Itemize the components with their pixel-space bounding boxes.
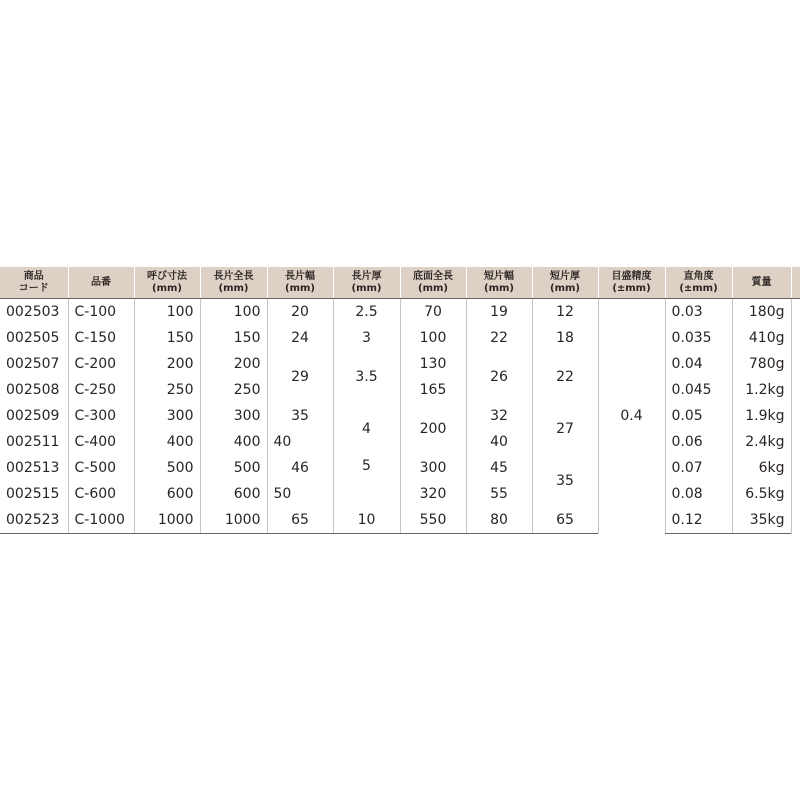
model-cell: C-250	[68, 377, 134, 403]
short-thickness-cell: 22	[532, 351, 598, 403]
long-length-cell: 400	[200, 429, 267, 455]
short-width-cell: 55	[466, 481, 532, 507]
model-cell: C-100	[68, 299, 134, 326]
product-code-cell: 002523	[0, 507, 68, 534]
model-cell: C-200	[68, 351, 134, 377]
spec-table-container	[0, 267, 800, 534]
long-thickness-cell: 2.5	[333, 299, 400, 326]
base-length-cell: 70	[400, 299, 466, 326]
base-length-cell: 130	[400, 351, 466, 377]
table-row	[0, 299, 800, 326]
mass-cell: 780g	[732, 351, 791, 377]
header-model: 品番	[68, 267, 134, 299]
squareness-cell: 0.12	[665, 507, 732, 534]
header-long-width: 長片幅 (mm)	[267, 267, 333, 299]
scale-accuracy-cell: 0.4	[598, 299, 665, 534]
short-thickness-cell: 12	[532, 299, 598, 326]
short-thickness-cell: 65	[532, 507, 598, 534]
long-width-cell: 50	[267, 481, 333, 507]
long-width-cell: 24	[267, 325, 333, 351]
long-width-cell: 46	[267, 455, 333, 481]
table-row	[0, 351, 800, 377]
short-width-cell: 40	[466, 429, 532, 455]
squareness-cell: 0.035	[665, 325, 732, 351]
table-row	[0, 325, 800, 351]
header-blank	[791, 267, 800, 299]
long-thickness-cell: 5	[333, 455, 400, 507]
model-cell: C-600	[68, 481, 134, 507]
trailing-blank-cell	[791, 299, 800, 534]
nominal-size-cell: 600	[134, 481, 200, 507]
long-width-cell: 35	[267, 403, 333, 429]
header-product-code: 商品 コード	[0, 267, 68, 299]
nominal-size-cell: 100	[134, 299, 200, 326]
header-short-width: 短片幅 (mm)	[466, 267, 532, 299]
squareness-cell: 0.045	[665, 377, 732, 403]
table-row	[0, 377, 800, 403]
spec-table	[0, 267, 800, 534]
nominal-size-cell: 300	[134, 403, 200, 429]
mass-cell: 6.5kg	[732, 481, 791, 507]
product-code-cell: 002508	[6, 382, 60, 398]
header-long-length: 長片全長 (mm)	[200, 267, 267, 299]
header-scale-accuracy: 目盛精度 (±mm)	[598, 267, 665, 299]
mass-cell: 6kg	[732, 455, 791, 481]
product-code-cell: 002513	[6, 460, 60, 476]
short-width-cell: 32	[466, 403, 532, 429]
model-cell: C-150	[68, 325, 134, 351]
nominal-size-cell: 200	[134, 351, 200, 377]
long-thickness-cell: 10	[333, 507, 400, 534]
base-length-cell: 550	[400, 507, 466, 534]
short-width-cell: 26	[466, 351, 532, 403]
base-length-cell: 320	[400, 481, 466, 507]
model-cell: C-1000	[68, 507, 134, 534]
table-row	[0, 507, 800, 534]
product-code-cell: 002509	[6, 408, 60, 424]
long-thickness-cell: 4	[333, 403, 400, 455]
product-code-cell: 002511	[6, 434, 60, 450]
short-width-cell: 45	[466, 455, 532, 481]
product-code-cell: 002515	[6, 486, 60, 502]
long-length-cell: 150	[200, 325, 267, 351]
product-code-cell: 002503	[6, 304, 60, 320]
nominal-size-cell: 500	[134, 455, 200, 481]
model-cell: C-300	[68, 403, 134, 429]
long-width-cell: 65	[267, 507, 333, 534]
nominal-size-cell: 400	[134, 429, 200, 455]
short-thickness-cell: 27	[532, 403, 598, 455]
short-width-cell: 19	[466, 299, 532, 326]
long-length-cell: 100	[200, 299, 267, 326]
table-row	[0, 403, 800, 429]
short-width-cell: 80	[466, 507, 532, 534]
nominal-size-cell: 1000	[134, 507, 200, 534]
nominal-size-cell: 150	[134, 325, 200, 351]
mass-cell: 2.4kg	[732, 429, 791, 455]
long-length-cell: 500	[200, 455, 267, 481]
model-cell: C-400	[68, 429, 134, 455]
mass-cell: 35kg	[732, 507, 791, 534]
long-length-cell: 200	[200, 351, 267, 377]
header-base-length: 底面全長 (mm)	[400, 267, 466, 299]
mass-cell: 1.2kg	[732, 377, 791, 403]
header-short-thickness: 短片厚 (mm)	[532, 267, 598, 299]
short-thickness-cell: 35	[532, 455, 598, 507]
product-code-cell: 002505	[6, 330, 60, 346]
squareness-cell: 0.06	[665, 429, 732, 455]
mass-cell: 180g	[732, 299, 791, 326]
long-width-cell: 29	[267, 351, 333, 403]
long-length-cell: 1000	[200, 507, 267, 534]
table-row	[0, 455, 800, 481]
base-length-cell: 100	[400, 325, 466, 351]
short-thickness-cell: 18	[532, 325, 598, 351]
mass-cell: 1.9kg	[732, 403, 791, 429]
product-code-cell: 002507	[6, 356, 60, 372]
header-nominal-size: 呼び寸法 (mm)	[134, 267, 200, 299]
header-long-thickness: 長片厚 (mm)	[333, 267, 400, 299]
squareness-cell: 0.05	[665, 403, 732, 429]
squareness-cell: 0.08	[665, 481, 732, 507]
table-row	[0, 481, 800, 507]
header-mass: 質量	[732, 267, 791, 299]
short-width-cell: 22	[466, 325, 532, 351]
long-thickness-cell: 3.5	[333, 351, 400, 403]
base-length-cell: 165	[400, 377, 466, 403]
long-length-cell: 600	[200, 481, 267, 507]
model-cell: C-500	[68, 455, 134, 481]
header-row	[0, 267, 800, 299]
base-length-cell: 300	[400, 455, 466, 481]
base-length-cell: 200	[400, 403, 466, 455]
long-length-cell: 300	[200, 403, 267, 429]
squareness-cell: 0.03	[665, 299, 732, 326]
long-width-cell: 20	[267, 299, 333, 326]
mass-cell: 410g	[732, 325, 791, 351]
squareness-cell: 0.04	[665, 351, 732, 377]
long-width-cell: 40	[267, 429, 333, 455]
long-thickness-cell: 3	[333, 325, 400, 351]
squareness-cell: 0.07	[665, 455, 732, 481]
header-squareness: 直角度 (±mm)	[665, 267, 732, 299]
nominal-size-cell: 250	[134, 377, 200, 403]
long-length-cell: 250	[200, 377, 267, 403]
